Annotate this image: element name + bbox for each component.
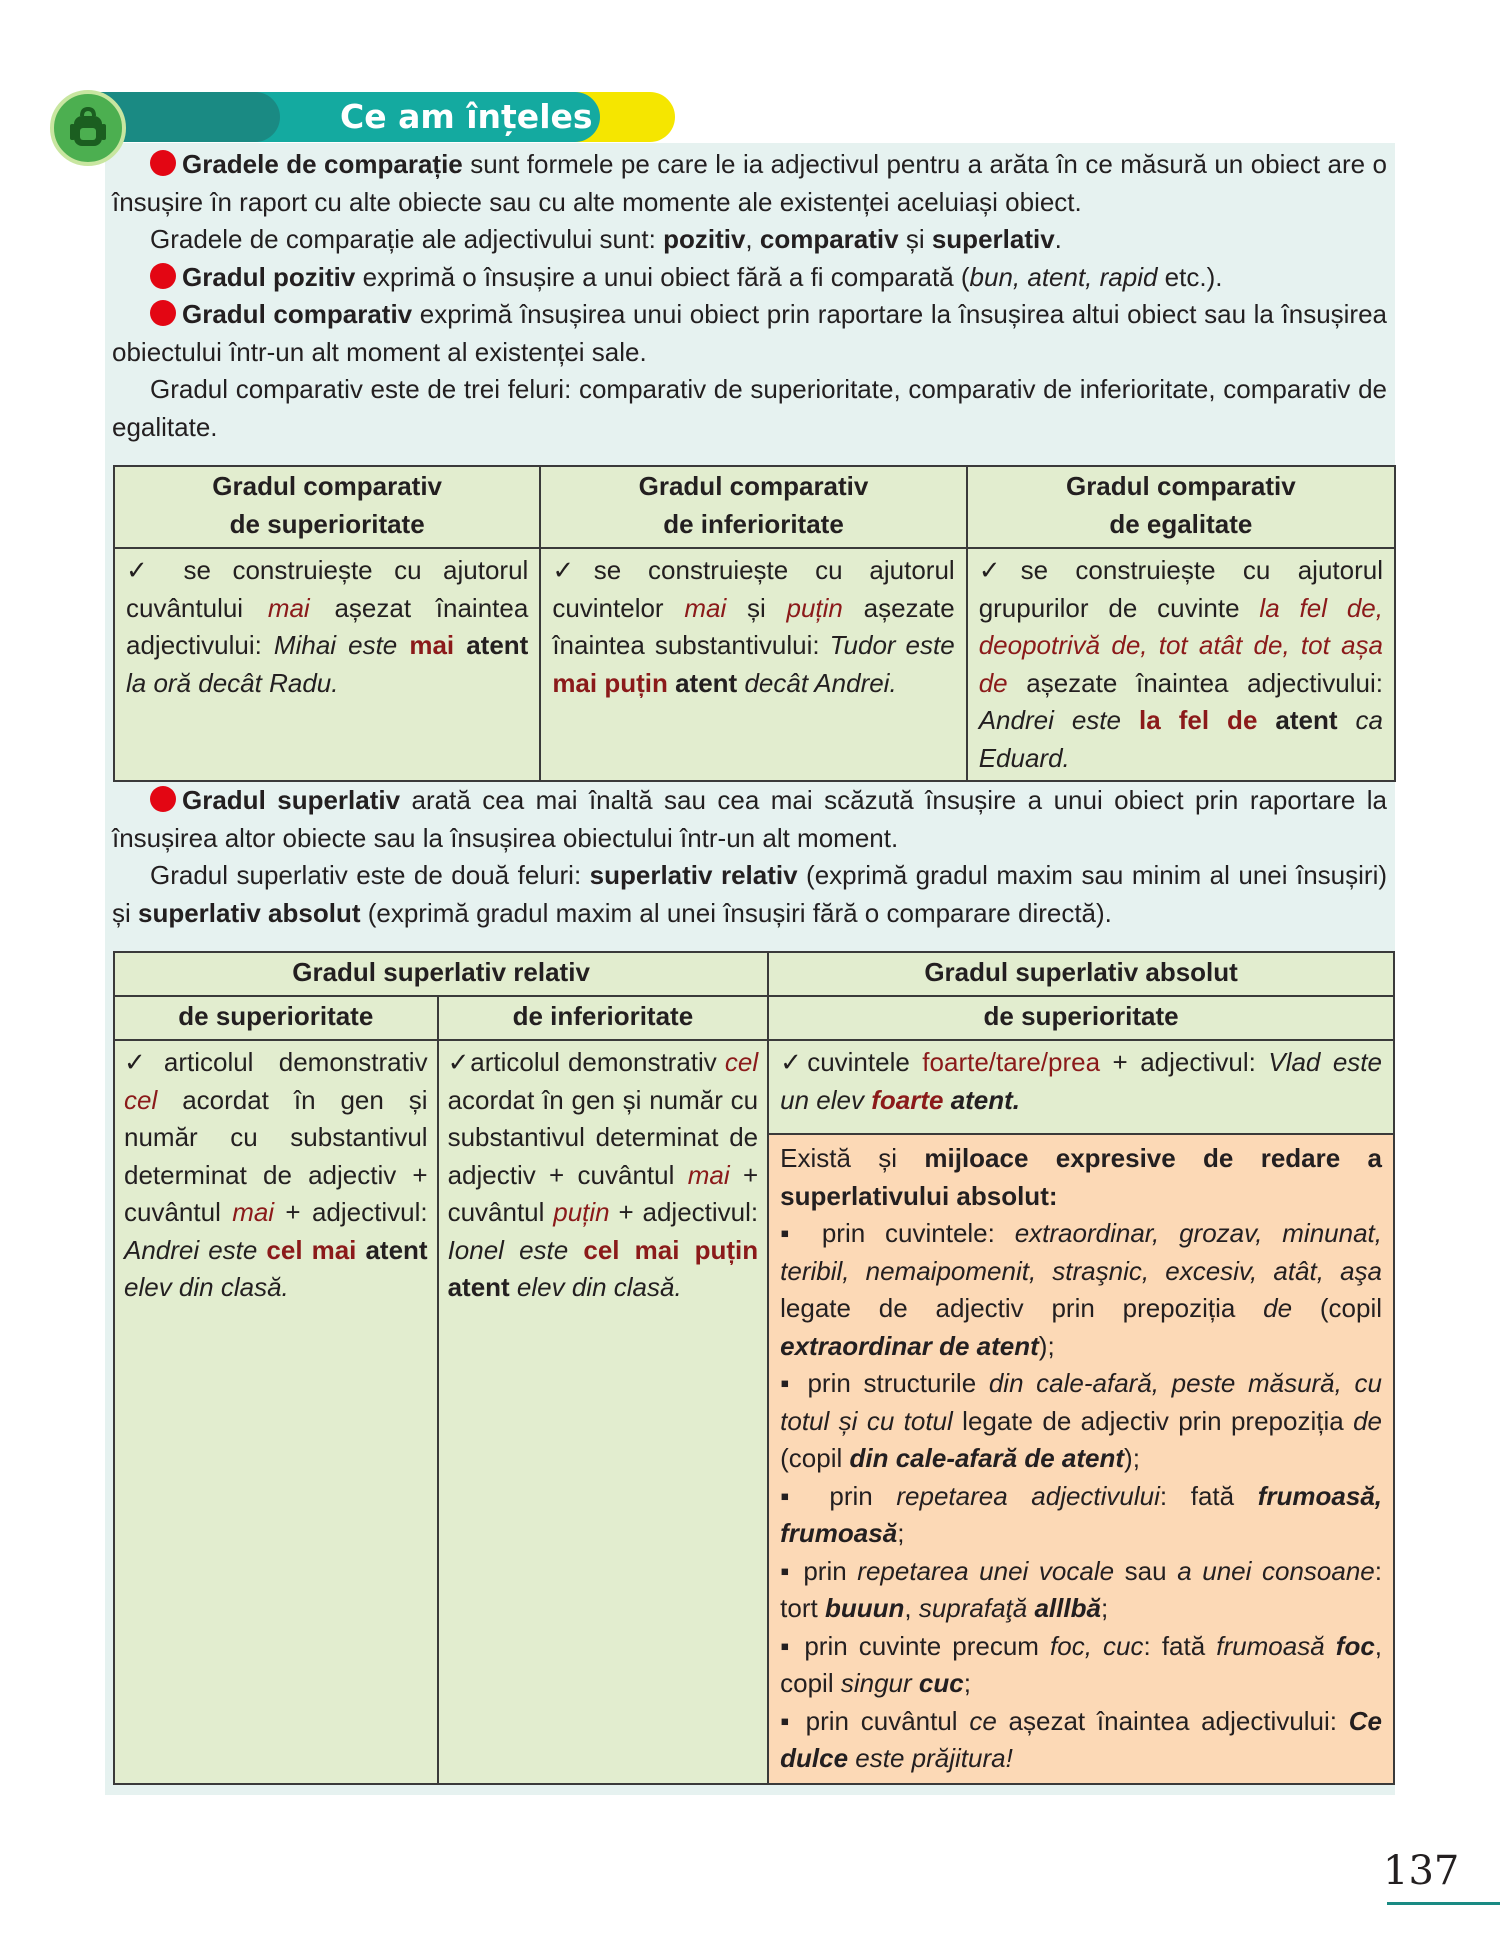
term-pozitiv: pozitiv (663, 224, 746, 254)
text: . (1054, 224, 1062, 254)
text: Gradul superlativ este de două feluri: (150, 860, 590, 890)
keyword: la fel de (1139, 705, 1258, 735)
example-bold: Ce dulce (780, 1705, 1383, 1773)
text: Există și (780, 1143, 925, 1173)
text: , copil (780, 1630, 1383, 1698)
text: + adjectivul: (609, 1197, 759, 1227)
text: și (726, 592, 787, 623)
example: de (1353, 1405, 1382, 1436)
expressive-item-3 (780, 1478, 1382, 1553)
text: exprimă însușirea unui obiect prin raportare la însușirea altui obiect sau la însușirea obiectului într-un alt moment al existenței sale. (112, 299, 1388, 367)
example: din cale-afară, peste măsură, cu totul și cu totul (780, 1368, 1382, 1436)
header-inferioritate (540, 466, 966, 548)
header-line: Gradul comparativ (638, 471, 869, 501)
checkmark-icon: ✓ (552, 555, 594, 585)
adjective: atent. (943, 1084, 1021, 1115)
intro-paragraph-3 (112, 259, 1387, 297)
example: elev din clasă. (509, 1272, 682, 1302)
checkmark-icon: ✓ (126, 555, 163, 585)
text: ; (1100, 1593, 1109, 1623)
text: așezate înaintea substantivului: (552, 592, 955, 660)
example: frumoasă (1216, 1630, 1336, 1661)
section-header (50, 88, 630, 144)
text: și (898, 224, 932, 254)
superlativ-paragraph-2 (112, 857, 1387, 932)
text: etc.). (1157, 261, 1223, 292)
expressive-item-5 (780, 1628, 1382, 1703)
text: prin cuvinte precum (793, 1630, 1051, 1661)
text: + cuvântul (447, 1159, 759, 1227)
text: ); (1038, 1330, 1055, 1361)
text: : fată (1143, 1630, 1217, 1661)
text: acordat în gen și număr cu substantivul determinat de adjectiv + cuvântul (124, 1084, 428, 1227)
adjective: atent (1257, 705, 1338, 735)
text: , (904, 1593, 919, 1623)
keyword: foarte/tare/prea (922, 1047, 1101, 1077)
example: repetarea adjectivului (896, 1480, 1160, 1511)
text: + adjectivul: (274, 1197, 428, 1227)
checkmark-icon: ✓ (978, 555, 1021, 585)
text: legate de adjectiv prin prepoziția (952, 1405, 1354, 1436)
header-relativ: Gradul superlativ relativ (114, 952, 768, 996)
example: foc, cuc (1050, 1630, 1144, 1661)
adjective: atent (447, 1272, 510, 1302)
section-title: Ce am înțeles (340, 97, 593, 136)
text: : tort (780, 1555, 1383, 1623)
text: : fată (1159, 1480, 1258, 1511)
intro-text (112, 146, 1387, 446)
checkmark-icon: ✓ (447, 1047, 471, 1077)
example: de (1263, 1293, 1293, 1323)
keyword: cel mai puțin (583, 1234, 759, 1265)
text: , (745, 224, 760, 254)
text: așezat înaintea adjectivului: (996, 1705, 1349, 1736)
term-gradele: Gradele de comparație (182, 149, 463, 179)
superlativ-text (112, 782, 1387, 932)
text: prin (805, 1480, 897, 1511)
example: elev din clasă. (124, 1272, 289, 1302)
text: (copil (780, 1443, 850, 1473)
bullet-dot-icon (150, 786, 176, 812)
header-superioritate (114, 466, 540, 548)
intro-paragraph-5 (112, 371, 1387, 446)
term-absolut: superlativ absolut (138, 897, 361, 928)
header-line: de superioritate (229, 508, 425, 539)
text: exprimă o însușire a unui obiect fără a fi comparată ( (355, 261, 970, 292)
adjective: atent (454, 630, 529, 660)
keyword: mai (687, 1159, 730, 1190)
example: ce (969, 1705, 997, 1736)
superlativ-table (113, 951, 1395, 1785)
text: acordat în gen și număr cu substantivul determinat de adjectiv + cuvântul (447, 1084, 759, 1190)
intro-paragraph-1 (112, 146, 1387, 221)
cell-rel-inferioritate (438, 1040, 769, 1784)
page-number: 137 (1383, 1848, 1460, 1894)
subheader-abs-superioritate: de superioritate (768, 996, 1394, 1040)
square-bullet-icon: ▪ (780, 1218, 802, 1248)
example: singur (840, 1668, 919, 1698)
example-bold: din cale-afară de atent (849, 1443, 1125, 1473)
example-bold: extraordinar de atent (780, 1330, 1039, 1361)
checkmark-icon: ✓ (124, 1047, 164, 1077)
keyword: cel (124, 1084, 158, 1115)
term-comparativ: Gradul comparativ (182, 299, 413, 329)
example-bold: frumoasă, frumoasă (780, 1480, 1382, 1548)
text: arată cea mai înaltă sau cea mai scăzută însușire a unui obiect prin raportare la însușirea altor obiecte sau la însușirea obiectului într-un alt moment. (112, 785, 1388, 853)
keyword: puțin (553, 1197, 610, 1227)
keyword: cel (724, 1047, 759, 1077)
header-line: Gradul comparativ (212, 471, 443, 501)
heading: mijloace expresive de redare a superlativului absolut: (780, 1143, 1382, 1211)
header-line: de egalitate (1109, 508, 1253, 539)
text: legate de adjectiv prin prepoziția (780, 1293, 1264, 1323)
cell-abs-superioritate (768, 1040, 1394, 1134)
text: se construiește cu ajutorul cuvintelor (552, 555, 955, 623)
bullet-dot-icon (150, 300, 176, 326)
header-absolut: Gradul superlativ absolut (768, 952, 1394, 996)
expressive-intro (780, 1140, 1382, 1215)
example-bold: foc (1335, 1630, 1375, 1661)
backpack-icon (50, 90, 126, 166)
text: Gradele de comparație ale adjectivului sunt: (150, 224, 664, 254)
intro-paragraph-2 (112, 221, 1387, 259)
subheader-rel-superioritate: de superioritate (114, 996, 438, 1040)
keyword: cel mai (266, 1234, 357, 1265)
term-relativ: superlativ relativ (589, 860, 798, 890)
header-egalitate (967, 466, 1395, 548)
expressive-means-box (768, 1134, 1394, 1784)
expressive-item-1 (780, 1215, 1382, 1365)
example: Mihai este (273, 630, 410, 660)
term-superlativ: Gradul superlativ (182, 785, 401, 815)
keyword: mai (232, 1197, 275, 1227)
example: decât Andrei. (737, 667, 897, 698)
example: Andrei este (978, 705, 1140, 735)
text: articolul demonstrativ (163, 1047, 428, 1077)
example: Tudor este (829, 630, 955, 660)
header-line: de inferioritate (663, 508, 844, 539)
header-line: Gradul comparativ (1065, 471, 1296, 501)
page-number-rule (1387, 1902, 1500, 1905)
keyword: mai (267, 592, 310, 623)
text: așezate înaintea adjectivului: (1007, 667, 1383, 698)
text: articolul demonstrativ (470, 1047, 725, 1077)
superlativ-paragraph-1 (112, 782, 1387, 857)
keyword: foarte (871, 1084, 944, 1115)
square-bullet-icon: ▪ (780, 1705, 794, 1736)
adjective: atent (667, 667, 738, 698)
example: Andrei este (124, 1234, 267, 1265)
text: ; (963, 1668, 971, 1698)
example: este prăjitura! (848, 1743, 1013, 1773)
text: prin cuvintele: (801, 1218, 1015, 1248)
cell-egalitate (967, 548, 1395, 781)
example: repetarea unei vocale (857, 1555, 1115, 1586)
keyword: mai (684, 592, 727, 623)
text: așezat înaintea adjectivului: (126, 592, 529, 660)
example: suprafaţă (918, 1593, 1035, 1623)
expressive-item-2 (780, 1365, 1382, 1478)
text: se construiește cu ajutorul grupurilor de cuvinte (978, 555, 1383, 623)
bullet-dot-icon (150, 263, 176, 289)
text: se construiește cu ajutorul cuvântului (126, 555, 529, 623)
keyword: mai puțin (552, 667, 668, 698)
text: (copil (1292, 1293, 1383, 1323)
text: prin cuvântul (793, 1705, 970, 1736)
text: prin (792, 1555, 858, 1586)
example: Vlad este un elev (780, 1047, 1382, 1115)
text: prin structurile (794, 1368, 989, 1398)
text: ); (1124, 1443, 1140, 1473)
text: + adjectivul: (1100, 1047, 1269, 1077)
example: ca Eduard. (978, 705, 1384, 773)
text: ; (897, 1518, 905, 1548)
text: (exprimă gradul maxim al unei însușiri fără o comparare directă). (360, 897, 1112, 928)
text: sunt formele pe care le ia adjectivul pentru a arăta în ce măsură un obiect are o însușire în raport cu alte obiecte sau cu alte momente ale existenței aceluiași obiect. (112, 149, 1387, 217)
example: Ionel este (447, 1234, 584, 1265)
cell-inferioritate (540, 548, 966, 781)
example-bold: buuun (824, 1593, 905, 1623)
square-bullet-icon: ▪ (780, 1555, 793, 1586)
cell-rel-superioritate (114, 1040, 438, 1784)
text: (exprimă gradul maxim sau minim al unei însușiri) și (112, 860, 1388, 928)
example-bold: cuc (918, 1668, 964, 1698)
square-bullet-icon: ▪ (780, 1630, 794, 1661)
text: cuvintele (807, 1047, 923, 1077)
expressive-item-6 (780, 1703, 1382, 1778)
cell-superioritate (114, 548, 540, 781)
example: la oră decât Radu. (126, 667, 339, 698)
expressive-item-4 (780, 1553, 1382, 1628)
comparativ-table (113, 465, 1396, 782)
square-bullet-icon: ▪ (780, 1368, 795, 1398)
text: sau (1114, 1555, 1178, 1586)
text: Gradul comparativ este de trei feluri: comparativ de superioritate, comparativ de inferioritate, comparativ de egalitate. (112, 374, 1387, 442)
keyword: la fel de, deopotrivă de, tot atât de, tot așa de (978, 592, 1383, 698)
keyword: mai (409, 630, 455, 660)
example: a unei consoane (1177, 1555, 1375, 1586)
term-pozitiv: Gradul pozitiv (182, 261, 356, 292)
examples: bun, atent, rapid (969, 261, 1158, 292)
keyword: puțin (786, 592, 843, 623)
term-superlativ: superlativ (931, 224, 1055, 254)
subheader-rel-inferioritate: de inferioritate (438, 996, 769, 1040)
example-bold: alllbă (1034, 1593, 1101, 1623)
square-bullet-icon: ▪ (780, 1480, 806, 1511)
adjective: atent (356, 1234, 428, 1265)
intro-paragraph-4 (112, 296, 1387, 371)
checkmark-icon: ✓ (780, 1047, 808, 1077)
term-comparativ: comparativ (759, 224, 899, 254)
bullet-dot-icon (150, 150, 176, 176)
example: extraordinar, grozav, minunat, teribil, nemaipomenit, straşnic, excesiv, atât, aşa (780, 1218, 1382, 1286)
